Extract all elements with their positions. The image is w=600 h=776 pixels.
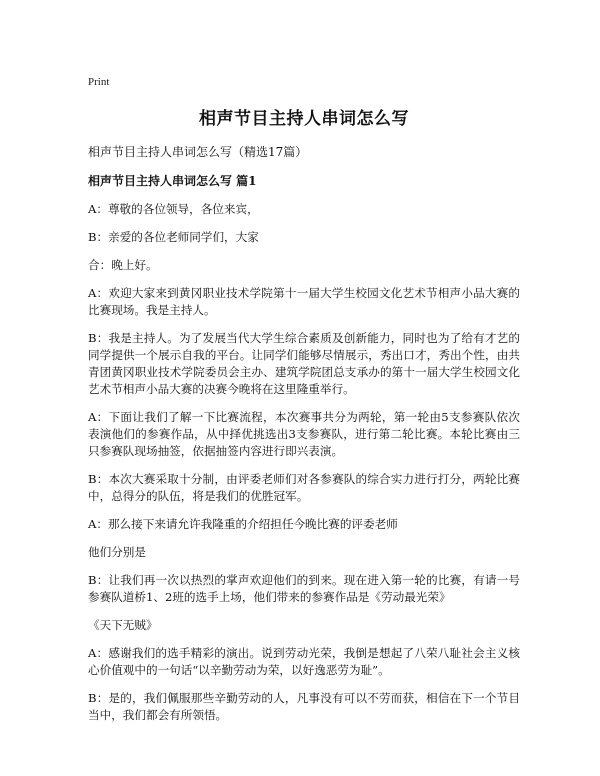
paragraph: A：欢迎大家来到黄冈职业技术学院第十一届大学生校园文化艺术节相声小品大赛的比赛现场。我是主持人。	[88, 286, 520, 317]
paragraph: 合：晚上好。	[88, 258, 158, 272]
paragraph: A：尊敬的各位领导，各位来宾，	[88, 202, 259, 216]
print-link[interactable]: Print	[88, 76, 110, 88]
section-heading: 相声节目主持人串词怎么写 篇1	[88, 174, 257, 188]
document-subtitle: 相声节目主持人串词怎么写（精选17篇）	[88, 145, 308, 159]
paragraph: B：本次大赛采取十分制，由评委老师们对各参赛队的综合实力进行打分，两轮比赛中，总得分的队伍，将是我们的优胜冠军。	[88, 472, 520, 503]
document-page	[88, 70, 520, 735]
paragraph: 他们分别是	[88, 545, 146, 559]
paragraph: A：感谢我们的选手精彩的演出。说到劳动光荣，我倒是想起了八荣八耻社会主义核心价值观中的一句话“以辛勤劳动为荣，以好逸恶劳为耻”。	[88, 646, 520, 677]
document-title: 相声节目主持人串词怎么写	[199, 109, 409, 129]
paragraph: B：是的，我们佩服那些辛勤劳动的人，凡事没有可以不劳而获，相信在下一个节目当中，我们都会有所领悟。	[88, 691, 520, 722]
paragraph: B：让我们再一次以热烈的掌声欢迎他们的到来。现在进入第一轮的比赛，有请一号参赛队道桥1、2班的选手上场，他们带来的参赛作品是《劳动最光荣》	[88, 573, 520, 604]
paragraph: 《天下无贼》	[88, 618, 158, 632]
paragraph: B：亲爱的各位老师同学们，大家	[88, 230, 259, 244]
paragraph: A：下面让我们了解一下比赛流程，本次赛事共分为两轮，第一轮由5支参赛队依次表演他们的参赛作品，从中择优挑选出3支参赛队，进行第二轮比赛。本轮比赛由三只参赛队现场抽签，依据抽签内容进行即兴表演。	[88, 410, 520, 458]
paragraph: A：那么接下来请允许我隆重的介绍担任今晚比赛的评委老师	[88, 517, 398, 531]
paragraph: B：我是主持人。为了发展当代大学生综合素质及创新能力，同时也为了给有才艺的同学提供一个展示自我的平台。让同学们能够尽情展示，秀出口才，秀出个性，由共青团黄冈职业技术学院委员会主办、建筑学院团总支承办的第十一届大学生校园文化艺术节相声小品大赛的决赛今晚将在这里隆重举行。	[88, 331, 520, 396]
